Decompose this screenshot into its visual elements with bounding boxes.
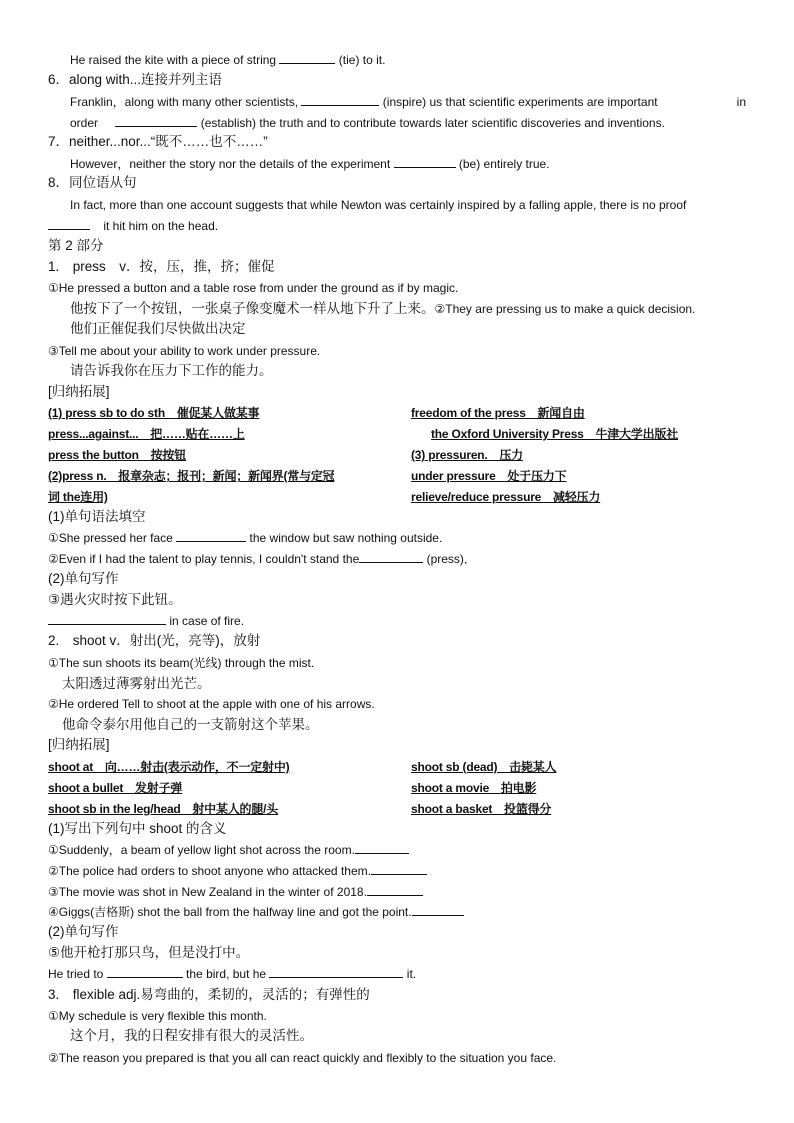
press-phrase: (1) press sb to do sth 催促某人做某事 — [48, 406, 260, 420]
press-extension-label: [归纳拓展] — [48, 384, 110, 399]
flexible-example-2: ②The reason you prepared is that you all can react quickly and flexibly to the situation you face. — [48, 1051, 557, 1065]
answer-blank[interactable] — [394, 156, 456, 168]
press-example-1-cn: 他按下了一个按钮，一张桌子像变魔术一样从地下升了上来。②They are pressing us to make a quick decision. — [70, 301, 696, 316]
sentence-newton-2: it hit him on the head. — [48, 218, 754, 234]
part-2-heading: 第 2 部分 — [48, 238, 104, 253]
shoot-extension-label: [归纳拓展] — [48, 737, 110, 752]
shoot-phrase: shoot a bullet 发射子弹 — [48, 781, 183, 795]
press-phrase: freedom of the press 新闻自由 — [411, 406, 585, 420]
sentence-neither: However，neither the story nor the details of the experiment (be) entirely true. — [70, 157, 550, 171]
shoot-exercise-2-label: (2)单句写作 — [48, 924, 119, 939]
press-example-1: ①He pressed a button and a table rose from under the ground as if by magic. — [48, 281, 459, 295]
answer-blank[interactable] — [107, 966, 183, 978]
press-example-3: ③Tell me about your ability to work under pressure. — [48, 344, 321, 358]
press-phrase: the Oxford University Press 牛津大学出版社 — [431, 427, 679, 441]
answer-blank[interactable] — [269, 966, 403, 978]
answer-blank[interactable] — [279, 52, 335, 64]
press-exercise-1b: ②Even if I had the talent to play tennis, I couldn't stand the (press)． — [48, 552, 476, 566]
answer-blank[interactable] — [412, 904, 464, 916]
shoot-example-1-cn: 太阳透过薄雾射出光芒。 — [62, 676, 211, 691]
shoot-exercise-1b: ②The police had orders to shoot anyone who attacked them. — [48, 863, 754, 879]
answer-blank[interactable] — [176, 530, 246, 542]
word-press-heading: 1. press v．按，压，推，挤；催促 — [48, 259, 275, 274]
press-example-3-cn: 请告诉我你在压力下工作的能力。 — [70, 363, 273, 378]
heading-appositive: 8．同位语从句 — [48, 175, 137, 190]
press-phrase: (2)press n. 报章杂志；报刊；新闻；新闻界(常与定冠 — [48, 469, 335, 483]
press-exercise-1a: ①She pressed her face the window but saw nothing outside. — [48, 531, 443, 545]
shoot-phrase: shoot a basket 投篮得分 — [411, 802, 552, 816]
sentence-franklin-2: order (establish) the truth and to contribute towards later scientific discoveries and inventions. — [70, 116, 665, 130]
answer-blank[interactable] — [48, 613, 166, 625]
answer-blank[interactable] — [48, 218, 90, 230]
shoot-exercise-1a: ①Suddenly，a beam of yellow light shot across the room. — [48, 842, 754, 858]
shoot-phrase: shoot sb in the leg/head 射中某人的腿/头 — [48, 802, 279, 816]
heading-along-with: 6．along with...连接并列主语 — [48, 72, 223, 87]
shoot-example-2-cn: 他命令泰尔用他自己的一支箭射这个苹果。 — [62, 717, 319, 732]
shoot-phrase: shoot a movie 拍电影 — [411, 781, 537, 795]
press-phrase: 词 the连用) — [48, 490, 108, 504]
heading-neither-nor: 7．neither...nor...“既不……也不……” — [48, 134, 268, 149]
shoot-exercise-2a: ⑤他开枪打那只鸟，但是没打中。 — [48, 945, 250, 960]
press-exercise-2b: in case of fire. — [48, 613, 754, 629]
answer-blank[interactable] — [301, 94, 379, 106]
sentence-kite: He raised the kite with a piece of string (tie) to it. — [70, 53, 386, 67]
press-example-2-cn: 他们正催促我们尽快做出决定 — [70, 321, 246, 336]
answer-blank[interactable] — [355, 842, 409, 854]
press-exercise-1-label: (1)单句语法填空 — [48, 509, 146, 524]
press-phrase: under pressure 处于压力下 — [411, 469, 567, 483]
press-phrase: press the button 按按钮 — [48, 448, 187, 462]
press-phrase: relieve/reduce pressure 减轻压力 — [411, 490, 601, 504]
press-phrase: (3) pressuren. 压力 — [411, 448, 523, 462]
shoot-exercise-1-label: (1)写出下列句中 shoot 的含义 — [48, 821, 227, 836]
press-exercise-2a: ③遇火灾时按下此钮。 — [48, 592, 182, 607]
shoot-example-2: ②He ordered Tell to shoot at the apple with one of his arrows. — [48, 697, 375, 711]
press-phrase: press...against... 把……贴在……上 — [48, 427, 245, 441]
answer-blank[interactable] — [115, 115, 197, 127]
answer-blank[interactable] — [367, 884, 423, 896]
shoot-exercise-1c: ③The movie was shot in New Zealand in the winter of 2018. — [48, 884, 754, 900]
sentence-franklin-1: Franklin，along with many other scientists, (inspire) us that scientific experiments are important in — [70, 95, 746, 109]
word-shoot-heading: 2. shoot v．射出(光，亮等)，放射 — [48, 633, 261, 648]
answer-blank[interactable] — [359, 551, 423, 563]
shoot-exercise-2b: He tried to the bird, but he it. — [48, 967, 417, 981]
shoot-example-1: ①The sun shoots its beam(光线) through the mist. — [48, 656, 315, 670]
flexible-example-1-cn: 这个月，我的日程安排有很大的灵活性。 — [70, 1028, 313, 1043]
answer-blank[interactable] — [371, 863, 427, 875]
shoot-phrase: shoot sb (dead) 击毙某人 — [411, 760, 557, 774]
sentence-newton-1: In fact, more than one account suggests that while Newton was certainly inspired by a falling apple, there is no proof — [70, 198, 687, 212]
shoot-phrase: shoot at 向……射击(表示动作，不一定射中) — [48, 760, 290, 774]
word-flexible-heading: 3. flexible adj.易弯曲的，柔韧的，灵活的；有弹性的 — [48, 987, 370, 1002]
flexible-example-1: ①My schedule is very flexible this month. — [48, 1009, 267, 1023]
shoot-exercise-1d: ④Giggs(吉格斯) shot the ball from the halfway line and got the point. — [48, 904, 754, 920]
press-exercise-2-label: (2)单句写作 — [48, 571, 119, 586]
